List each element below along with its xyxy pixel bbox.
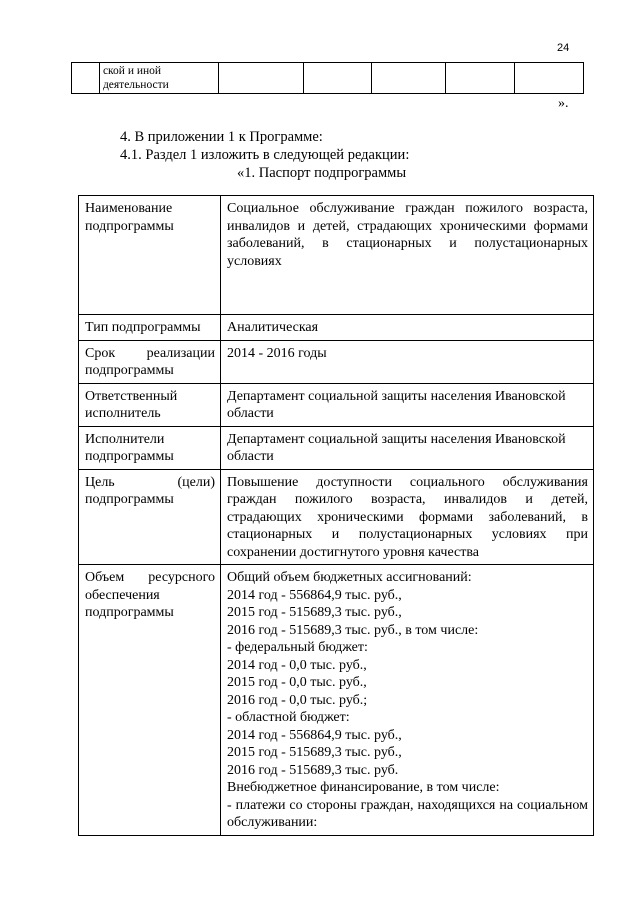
label-term-line-1: Срок реализации [85, 345, 215, 361]
funding-line: 2016 год - 515689,3 тыс. руб., в том числе: [227, 622, 479, 638]
funding-line: Общий объем бюджетных ассигнований: [227, 570, 472, 585]
table-row-type [79, 315, 594, 341]
table-row [72, 63, 584, 94]
paragraph-section-edit: 4.1. Раздел 1 изложить в следующей редакции: [120, 147, 410, 163]
funding-line: Внебюджетное финансирование, в том числе: [227, 780, 500, 795]
label-type: Тип подпрограммы [79, 315, 221, 341]
table-cell-empty [372, 63, 446, 94]
funding-line: 2016 год - 0,0 тыс. руб.; [227, 692, 368, 708]
label-term [79, 340, 221, 383]
table-cell-empty [72, 63, 100, 94]
funding-line: 2014 год - 556864,9 тыс. руб., [227, 587, 402, 603]
table-cell-empty [446, 63, 515, 94]
table-row-responsible [79, 383, 594, 426]
table-row-funding [79, 565, 594, 836]
label-funding-line-1: Объем ресурсного [85, 570, 215, 585]
passport-heading: «1. Паспорт подпрограммы [237, 165, 407, 181]
label-name: Наименование подпрограммы [79, 196, 221, 315]
activity-line-1: ской и иной [102, 65, 162, 77]
label-goal-line-1: Цель (цели) [85, 474, 215, 490]
table-row-term [79, 340, 594, 383]
funding-line: - областной бюджет: [227, 710, 350, 725]
value-funding [221, 565, 594, 836]
table-cell-empty [218, 63, 303, 94]
subprogram-passport-table [78, 195, 594, 836]
label-funding [79, 565, 221, 836]
funding-line: 2014 год - 0,0 тыс. руб., [227, 657, 367, 673]
funding-line: 2015 год - 515689,3 тыс. руб., [227, 745, 402, 760]
funding-line: 2016 год - 515689,3 тыс. руб. [227, 762, 399, 778]
label-executors: Исполнители подпрограммы [79, 426, 221, 469]
table-row-goal [79, 469, 594, 565]
page-number: 24 [557, 42, 570, 54]
value-executors: Департамент социальной защиты населения Ивановской области [221, 426, 594, 469]
table-row-executors [79, 426, 594, 469]
table-cell-empty [515, 63, 584, 94]
funding-line: 2015 год - 0,0 тыс. руб., [227, 675, 367, 690]
value-type: Аналитическая [221, 315, 594, 341]
label-term-line-2: подпрограммы [85, 363, 174, 378]
table-cell-empty [303, 63, 372, 94]
funding-line: - федеральный бюджет: [227, 640, 368, 655]
value-name: Социальное обслуживание граждан пожилого возраста, инвалидов и детей, страдающих хроническими формами заболеваний, в стационарных и полустационарных условиях [221, 196, 594, 315]
label-goal [79, 469, 221, 565]
funding-line: 2015 год - 515689,3 тыс. руб., [227, 605, 402, 620]
activity-line-2: деятельности [102, 79, 169, 91]
funding-line: 2014 год - 556864,9 тыс. руб., [227, 727, 402, 743]
closing-quote: ». [558, 96, 569, 111]
continued-table-fragment [71, 62, 584, 94]
value-goal: Повышение доступности социального обслуживания граждан пожилого возраста, инвалидов и детей, страдающих хроническими формами заболеваний, в стационарных и полустационарных условиях при сохранении достигнутого уровня качества [221, 469, 594, 565]
table-cell-activity [99, 63, 218, 94]
value-responsible: Департамент социальной защиты населения Ивановской области [221, 383, 594, 426]
label-goal-line-2: подпрограммы [85, 492, 174, 507]
table-row-name [79, 196, 594, 315]
label-responsible: Ответственный исполнитель [79, 383, 221, 426]
value-term: 2014 - 2016 годы [221, 340, 594, 383]
label-funding-line-2: обеспечения подпрограммы [85, 587, 174, 620]
funding-citizen-payments: - платежи со стороны граждан, находящихся на социальном обслуживании: [227, 797, 588, 830]
paragraph-appendix-change: 4. В приложении 1 к Программе: [120, 129, 323, 145]
